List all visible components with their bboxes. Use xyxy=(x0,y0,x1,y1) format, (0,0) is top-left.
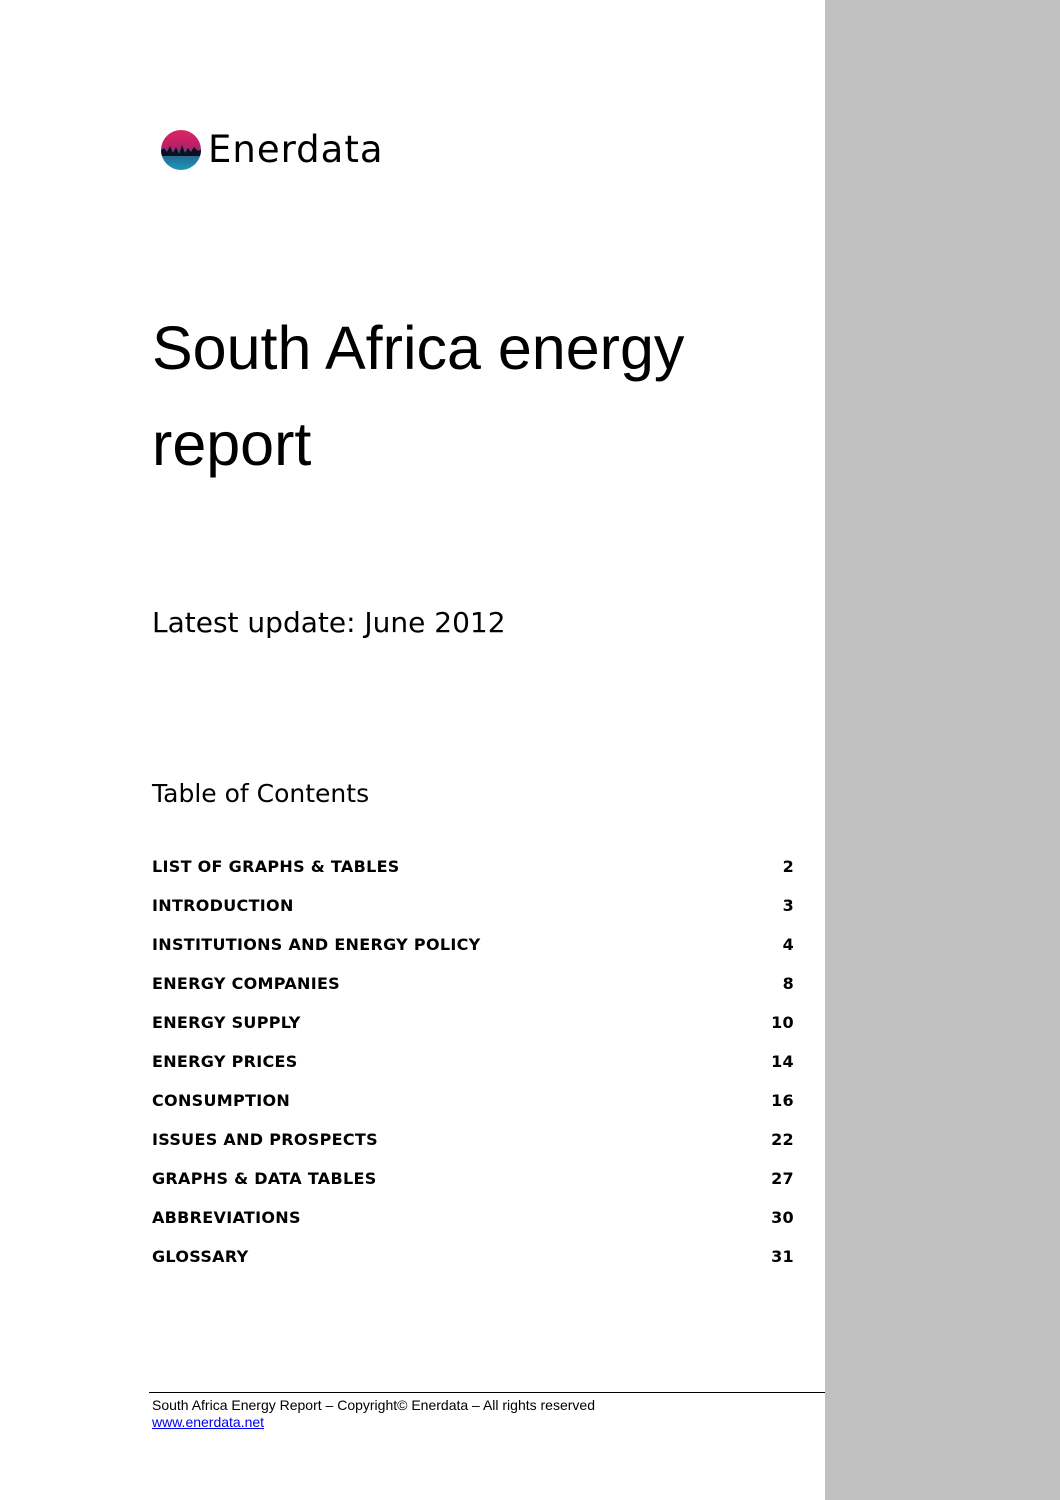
toc-entry[interactable] xyxy=(152,1120,794,1159)
toc-entry[interactable] xyxy=(152,847,794,886)
toc-entry-page: 14 xyxy=(771,1052,794,1071)
toc-entry-page: 31 xyxy=(771,1247,794,1266)
footer-divider xyxy=(149,1392,825,1393)
toc-entry-label: ABBREVIATIONS xyxy=(152,1208,301,1227)
toc-entry-label: ENERGY PRICES xyxy=(152,1052,298,1071)
toc-entry-label: GRAPHS & DATA TABLES xyxy=(152,1169,377,1188)
toc-entry-label: GLOSSARY xyxy=(152,1247,249,1266)
toc-entry-label: INTRODUCTION xyxy=(152,896,294,915)
toc-entry-page: 27 xyxy=(771,1169,794,1188)
toc-entry[interactable] xyxy=(152,964,794,1003)
toc-entry-page: 16 xyxy=(771,1091,794,1110)
side-panel xyxy=(825,0,1060,1500)
page-footer xyxy=(152,1397,595,1431)
logo-wordmark: Enerdata xyxy=(208,128,384,171)
toc-entry[interactable] xyxy=(152,886,794,925)
toc-entry-page: 30 xyxy=(771,1208,794,1227)
toc-entry-label: ISSUES AND PROSPECTS xyxy=(152,1130,378,1149)
enerdata-logo-icon xyxy=(160,129,202,171)
toc-heading: Table of Contents xyxy=(152,779,370,808)
report-title: South Africa energy report xyxy=(152,314,685,478)
toc-entry[interactable] xyxy=(152,1003,794,1042)
toc-entry-page: 8 xyxy=(782,974,794,993)
toc-entry-label: ENERGY SUPPLY xyxy=(152,1013,301,1032)
toc-entry-page: 4 xyxy=(782,935,794,954)
toc-entry[interactable] xyxy=(152,1198,794,1237)
latest-update: Latest update: June 2012 xyxy=(152,606,506,639)
toc-entry[interactable] xyxy=(152,1042,794,1081)
toc-entry-page: 22 xyxy=(771,1130,794,1149)
toc-entry-label: ENERGY COMPANIES xyxy=(152,974,341,993)
toc-entry-label: INSTITUTIONS AND ENERGY POLICY xyxy=(152,935,481,954)
toc-entry-label: CONSUMPTION xyxy=(152,1091,291,1110)
enerdata-logo xyxy=(160,128,384,172)
toc-entry-page: 3 xyxy=(782,896,794,915)
toc-entry[interactable] xyxy=(152,1081,794,1120)
table-of-contents xyxy=(152,847,794,1276)
footer-website-link[interactable]: www.enerdata.net xyxy=(152,1414,265,1430)
toc-entry-page: 2 xyxy=(782,857,794,876)
toc-entry[interactable] xyxy=(152,925,794,964)
toc-entry[interactable] xyxy=(152,1159,794,1198)
footer-copyright: South Africa Energy Report – Copyright© Enerdata – All rights reserved xyxy=(152,1397,595,1413)
toc-entry-page: 10 xyxy=(771,1013,794,1032)
toc-entry-label: LIST OF GRAPHS & TABLES xyxy=(152,857,400,876)
toc-entry[interactable] xyxy=(152,1237,794,1276)
